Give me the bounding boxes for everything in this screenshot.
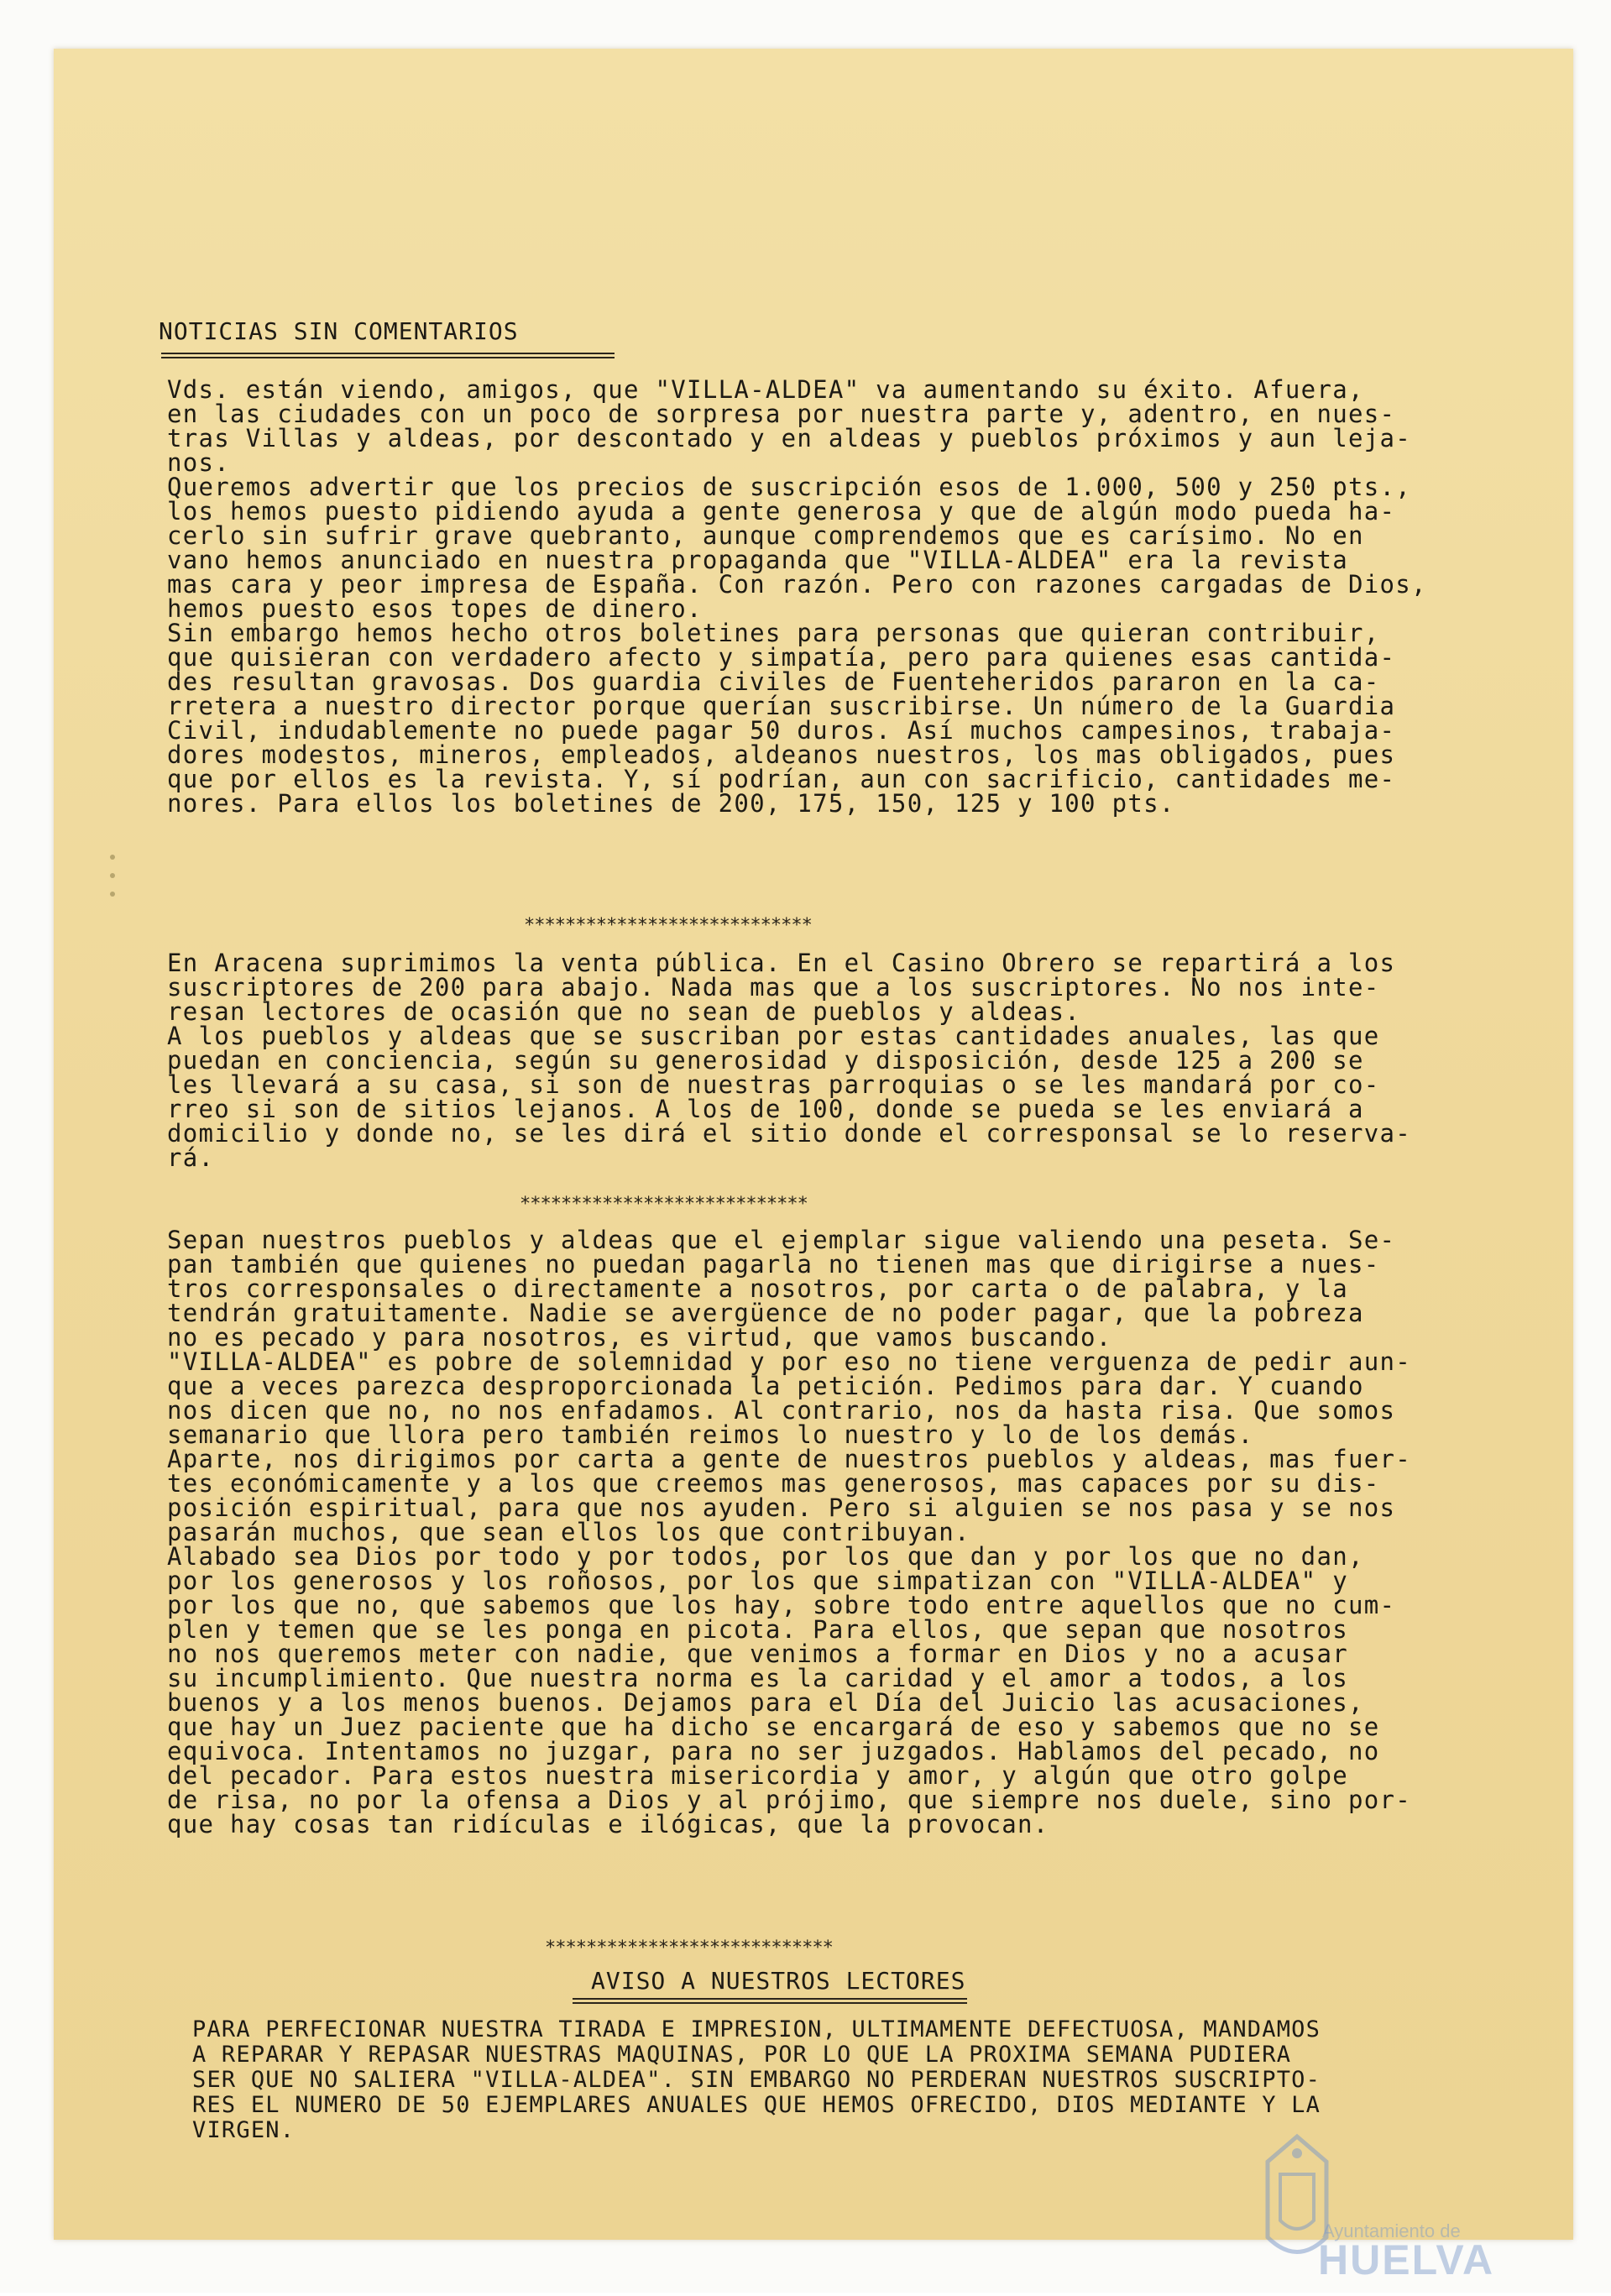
heading-underline bbox=[161, 353, 615, 358]
notice-body: PARA PERFECIONAR NUESTRA TIRADA E IMPRESION, ULTIMAMENTE DEFECTUOSA, MANDAMOS A REPARAR Y REPASAR NUESTRAS MAQUINAS, POR LO QUE LA PROXIMA SEMANA PUDIERA SER QUE NO SALIERA "VILLA-ALDEA". SIN EMBARGO NO PERDERAN NUESTROS SUSCRIPTO- RES EL NUMERO DE 50 EJEMPLARES ANUALES QUE HEMOS OFRECIDO, DIOS MEDIANTE Y LA VIRGEN. bbox=[192, 2016, 1321, 2143]
separator-3: **************************** bbox=[545, 1938, 833, 1959]
separator-1: **************************** bbox=[524, 915, 812, 936]
archive-watermark bbox=[1259, 2128, 1511, 2296]
notice-title: AVISO A NUESTROS LECTORES bbox=[591, 1967, 966, 1995]
separator-2: **************************** bbox=[520, 1194, 808, 1215]
margin-hole-marks bbox=[104, 850, 121, 914]
notice-underline bbox=[573, 1998, 967, 2004]
paper-sheet bbox=[54, 49, 1573, 2240]
punch-marks-icon bbox=[107, 850, 118, 909]
paragraph-section-3: Sepan nuestros pueblos y aldeas que el ejemplar sigue valiendo una peseta. Se- pan también que quienes no puedan pagarla no tienen mas que dirigirse a nues- tros corresponsales o directamente a nosotros, por carta o de palabra, y la tendrán gratuitamente. Nadie se avergüence de no poder pagar, que la pobreza no es pecado y para nosotros, es virtud, que vamos buscando. "VILLA-ALDEA" es pobre de solemnidad y por eso no tiene verguenza de pedir aun- que a veces parezca desproporcionada la petición. Pedimos para dar. Y cuando nos dicen que no, no nos enfadamos. Al contrario, nos da hasta risa. Que somos semanario que llora pero también reimos lo nuestro y lo de los demás. Aparte, nos dirigimos por carta a gente de nuestros pueblos y aldeas, mas fuer- tes económicamente y a los que creemos mas generosos, mas capaces por su dis- posición espiritual, para que nos ayuden. Pero si alguien se nos pasa y se nos pasarán muchos, que sean ellos los que contribuyan. Alabado sea Dios por todo y por todos, por los que dan y por los que no dan, por los generosos y los roñosos, por los que simpatizan con "VILLA-ALDEA" y por los que no, que sabemos que los hay, sobre todo entre aquellos que no cum- plen y temen que se les ponga en picota. Para ellos, que sepan que nosotros no nos queremos meter con nadie, que venimos a formar en Dios y no a acusar su incumplimiento. Que nuestra norma es la caridad y el amor a todos, a los buenos y a los menos buenos. Dejamos para el Día del Juicio las acusaciones, que hay un Juez paciente que ha dicho se encargará de eso y sabemos que no se equivoca. Intentamos no juzgar, para no ser juzgados. Hablamos del pecado, no del pecador. Para estos nuestra misericordia y amor, y algún que otro golpe de risa, no por la ofensa a Dios y al prójimo, que siempre nos duele, sino por- que hay cosas tan ridículas e ilógicas, que la provocan. bbox=[167, 1226, 1411, 1838]
paragraph-section-2: En Aracena suprimimos la venta pública. En el Casino Obrero se repartirá a los suscriptores de 200 para abajo. Nada mas que a los suscriptores. No nos inte- resan lectores de ocasión que no sean de pueblos y aldeas. A los pueblos y aldeas que se suscriban por estas cantidades anuales, las que puedan en conciencia, según su generosidad y disposición, desde 125 a 200 se les llevará a su casa, si son de nuestras parroquias o se les mandará por co- rreo si son de sitios lejanos. A los de 100, donde se pueda se les enviará a domicilio y donde no, se les dirá el sitio donde el corresponsal se lo reserva- rá. bbox=[167, 949, 1411, 1172]
paragraph-section-1: Vds. están viendo, amigos, que "VILLA-ALDEA" va aumentando su éxito. Afuera, en las ciudades con un poco de sorpresa por nuestra parte y, adentro, en nues- tras Villas y aldeas, por descontado y en aldeas y pueblos próximos y aun leja- nos. Queremos advertir que los precios de suscripción esos de 1.000, 500 y 250 pts., los hemos puesto pidiendo ayuda a gente generosa y que de algún modo pueda ha- cerlo sin sufrir grave quebranto, aunque comprendemos que es carísimo. No en vano hemos anunciado en nuestra propaganda que "VILLA-ALDEA" era la revista mas cara y peor impresa de España. Con razón. Pero con razones cargadas de Dios, hemos puesto esos topes de dinero. Sin embargo hemos hecho otros boletines para personas que quieran contribuir, que quisieran con verdadero afecto y simpatía, pero para quienes esas cantida- des resultan gravosas. Dos guardia civiles de Fuenteheridos pararon en la ca- rretera a nuestro director porque querían suscribirse. Un número de la Guardia Civil, indudablemente no puede pagar 50 duros. Así muchos campesinos, trabaja- dores modestos, mineros, empleados, aldeanos nuestros, los mas obligados, pues que por ellos es la revista. Y, sí podrían, aun con sacrificio, cantidades me- nores. Para ellos los boletines de 200, 175, 150, 125 y 100 pts. bbox=[167, 375, 1427, 818]
page-heading: NOTICIAS SIN COMENTARIOS bbox=[159, 317, 519, 345]
watermark-line-2: HUELVA bbox=[1318, 2236, 1495, 2283]
watermark-line-1: Ayuntamiento de bbox=[1322, 2220, 1461, 2241]
